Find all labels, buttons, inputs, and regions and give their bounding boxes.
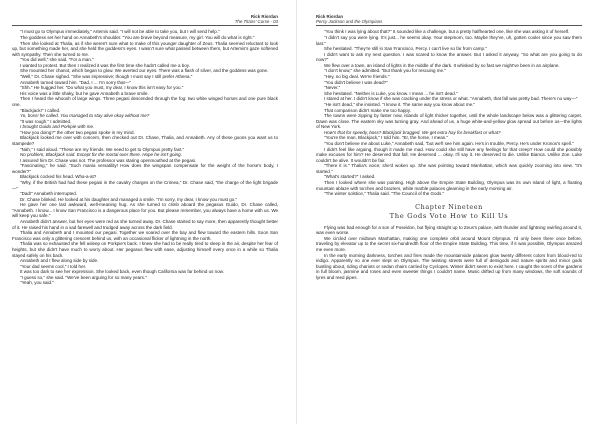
- paragraph: "Hey, no big deal. We're friends.": [324, 74, 390, 80]
- paragraph: In the early morning darkness, torches and fires made the mountainside palaces glow twenty different colors from blood-red to indigo. Apparently no one ever slept on Olympus. The twisting streets were full of demigods and nature spirits and minor gods bustling about, riding chariots or sedan chairs carried by Cyclopes. Winter didn't seem to exist here. I caught the scent of the gardens in full bloom, jasmine and roses and even sweeter things I couldn't name. Music drifted up from many windows, the soft sounds of lyres and reed pipes.: [316, 252, 582, 280]
- paragraph: I wanted to protest. But then I realized it was the first time she hadn't called me a boy.: [20, 62, 190, 68]
- paragraph: Annabeth turned toward him. "Dad, I ... I'm sorry that—": [20, 79, 131, 85]
- left-page: [0, 0, 290, 424]
- paragraph: "There it is." Thalia's voice; she'd woken up. She was pointing toward Manhattan, which was quickly zooming into view. "It's started.": [316, 163, 582, 174]
- paragraph: Thalia was so exhausted she fell asleep on Porkpie's back. I knew she had to be really tired to sleep in the air, despite her fear of heights, but she didn't have much to worry about. Her pegasus flew with ease, adjusting himself every once in a while so Thalia stayed safely on his back.: [12, 241, 278, 258]
- paragraph: "I don't know," she admitted. "But thank you for rescuing me.": [324, 68, 446, 74]
- paragraph: Then I looked where she was pointing. High above the Empire State Building, Olympus was its own island of light, a floating mountain ablaze with torches and braziers, white marble palaces gleaming in the early morning air.: [316, 180, 582, 191]
- paragraph: How's that for speedy, boss? Blackjack bragged. We get extra hay for breakfast or what?: [324, 129, 501, 135]
- paragraph: "Well," Dr. Chase sighed. "She was impressive; though I must say I still prefer Athena.": [20, 74, 193, 80]
- paragraph: It was too dark to see her expression. She looked back, even though California was far behind us now.: [20, 269, 224, 275]
- paragraph: She hesitated. "They're still in San Francisco, Percy. I can't live so far from camp.": [324, 46, 487, 52]
- paragraph: Blackjack looked me over with concern, then checked out Dr. Chase, Thalia, and Annabeth. Any of these goons you want us to stampede?: [12, 135, 278, 146]
- paragraph: He gave her one last awkward, well-meaning hug. As she turned to climb aboard the pegasus Guido, Dr. Chase called, "Annabeth. I know... I know San Francisco is a dangerous place for you. But please remember, you always have a home with us. We will keep you safe.": [12, 202, 278, 219]
- right-page-body: [316, 29, 582, 196]
- paragraph: No problem, Blackjack said. Except for the mortal over there. Hope he isn't going.: [20, 152, 182, 158]
- paragraph: "Blackjack!" I called.: [20, 107, 61, 113]
- paragraph: "You don't believe me about Luke," Annabeth said, "but we'll see him again. He's in trouble, Percy. He's under Kronos's spell.": [324, 140, 574, 146]
- paragraph: Yo, boss! he called. You managed to stay alive okay without me?: [20, 113, 150, 119]
- paragraph: "Never.": [324, 85, 341, 91]
- paragraph: Annabeth and I flew along side by side.: [20, 258, 99, 264]
- paragraph: We circled over midtown Manhattan, making one complete orbit around Mount Olympus. I'd only been there once before, traveling by elevator up to the secret six-hundredth floor of the Empire State Building. This time, if it was possible, Olympus amazed me even more.: [316, 235, 582, 253]
- left-page-body: [12, 29, 278, 286]
- paragraph: Then she looked at Thalia, as if she weren't sure what to make of this younger daughter of Zeus. Thalia seemed reluctant to look up, but something made her, and she held the goddess's eyes. I wasn't sure what passed between them, but Artemis's gaze softened with sympathy. Then she turned to me.: [12, 40, 278, 57]
- paragraph: His voice was a little shaky, but he gave Annabeth a brave smile.: [20, 90, 149, 96]
- paragraph: "It was rough." I admitted.: [20, 118, 72, 124]
- paragraph: "Your dad seems cool," I told her.: [20, 263, 87, 269]
- paragraph: Annabeth didn't answer, but her eyes were red as she turned away. Dr. Chase started to say more, then apparently thought better of it. He raised his hand in a sad farewell and trudged away across the dark field.: [12, 219, 278, 230]
- paragraph: We flew over a town, an island of lights in the middle of the dark. It whisked by so fast we might've been in an airplane.: [324, 62, 560, 68]
- paragraph: "Fascinating," he said. "Such mania versatility! How does the wingspan compensate for the weight of the horse's body, I wonder?": [12, 163, 278, 174]
- left-header-author: Rick Riordan: [250, 14, 278, 19]
- paragraph: "He isn't dead," she insisted. "I know it. The same way you know about me.": [324, 101, 475, 107]
- chapter-heading: [316, 203, 582, 221]
- page-gutter: [296, 0, 297, 424]
- paragraph: Then I heard the whoosh of large wings. Three pegasi descended through the fog: two white winged horses and one pure black one.: [12, 96, 278, 107]
- paragraph: I assured him Dr. Chase was not. The professor was staring openmouthed at the pegasi.: [20, 157, 197, 163]
- paragraph: "Dad!" Annabeth interrupted.: [20, 191, 77, 197]
- chapter-title: The Gods Vote How to Kill Us: [389, 211, 509, 220]
- paragraph: "Yeah, you said.": [20, 280, 54, 286]
- left-header-book: The Titans' Curse - 03: [234, 19, 278, 25]
- paragraph: Dr. Chase blinked. He looked at his daughter and managed a smile. "I'm sorry, my dear, I know you must go.": [20, 196, 238, 202]
- right-header-author: Rick Riordan: [316, 14, 344, 19]
- paragraph: Thalia and Annabeth and I mounted our pegasi. Together we soared over the bay and flew toward the eastern hills. Soon San Francisco was only a glittering crescent behind us, with an occasional flicker of lightning in the north.: [12, 230, 278, 241]
- paragraph: I brought Guido and Porkpie with me.: [20, 124, 95, 130]
- left-page-header: [12, 14, 278, 26]
- paragraph: "You think I was lying about that?" It sounded like a challenge, but a pretty halfhearted one, like she was asking it of herself.: [324, 29, 570, 35]
- paragraph: "I must go to Olympus immediately," Artemis said. "I will not be able to take you, but I will send help.": [20, 29, 220, 35]
- paragraph: The goddess set her hand on Annabeth's shoulder. "You are brave beyond measure, my girl. You will do what is right.": [20, 34, 255, 40]
- paragraph: "Nah," I said aloud. "These are my friends. We need to get to Olympus pretty fast.": [20, 146, 185, 152]
- paragraph: I didn't feel like arguing, though it made me mad. How could she still have any feelings for that creep? How could she possibly make excuses for him? He deserved that fall. He deserved ... okay, I'll say it. He deserved to die. Unlike Bianca. Unlike Zoe. Luke couldn't be alive. It wouldn't be fair.: [316, 146, 582, 163]
- paragraph: "Why, if the British had had these pegasi in the cavalry charges on the Crimea," Dr. Chase said, "the charge of the light brigade—": [12, 180, 278, 191]
- paragraph: Blackjack cocked his head. Wha-a-at?: [20, 174, 97, 180]
- paragraph: She hesitated. "Neither is Luke, you know. I mean ... he isn't dead.": [324, 90, 458, 96]
- paragraph: "I didn't say you were lying. It's just... he seems okay. Your stepmom, too. Maybe they've, uh, gotten cooler since you saw them last.": [316, 34, 582, 46]
- paragraph: "You didn't believe I was dead?": [324, 79, 388, 85]
- paragraph: "How you doing?" the other two pegasi spoke in my mind.: [20, 129, 135, 135]
- paragraph: She mounted her chariot, which began to glow. We averted our eyes. There was a flash of silver, and the goddess was gone.: [20, 68, 269, 74]
- paragraph: I stared at her. I didn't know if she was cracking under the stress or what. "Annabeth, that fall was pretty bad. There's no way—": [324, 96, 578, 102]
- paragraph: The towns were zipping by faster now, islands of light thicker together, until the whole landscape below was a glittering carpet. Dawn was close. The eastern sky was turning gray. And ahead of us, a huge white-and-yellow glow spread out before us—the lights of New York.: [316, 113, 582, 130]
- paragraph: "I guess so," she said. "We've been arguing for so many years.": [20, 274, 147, 280]
- paragraph: I didn't want to ask my next question. I was scared to know the answer. But I asked it anyway. "So what are you going to do now?": [316, 51, 582, 63]
- right-header-book: Percy Jackson and the Olympians: [316, 19, 383, 25]
- right-page-header: [316, 14, 582, 26]
- paragraph: Flying was bad enough for a son of Poseidon, but flying straight up to Zeus's palace, with thunder and lightning swirling around it, was even worse.: [316, 224, 582, 236]
- paragraph: "Shh." He hugged her. "Do what you must, my dear. I know this isn't easy for you.": [20, 85, 184, 91]
- paragraph: "You did well," she said. "For a man.": [20, 57, 94, 63]
- chapter-body: [316, 225, 582, 281]
- chapter-number: Chapter Nineteen: [415, 202, 483, 211]
- right-page: [304, 0, 594, 424]
- paragraph: "The winter solstice," Thalia said. "The Council of the Gods.": [324, 191, 445, 197]
- paragraph: That comparison didn't make me too happy.: [324, 107, 412, 113]
- paragraph: "You're the man, Blackjack," I told him. "Er, the horse, I mean.": [324, 135, 449, 141]
- paragraph: "What's started?" I asked.: [324, 174, 376, 180]
